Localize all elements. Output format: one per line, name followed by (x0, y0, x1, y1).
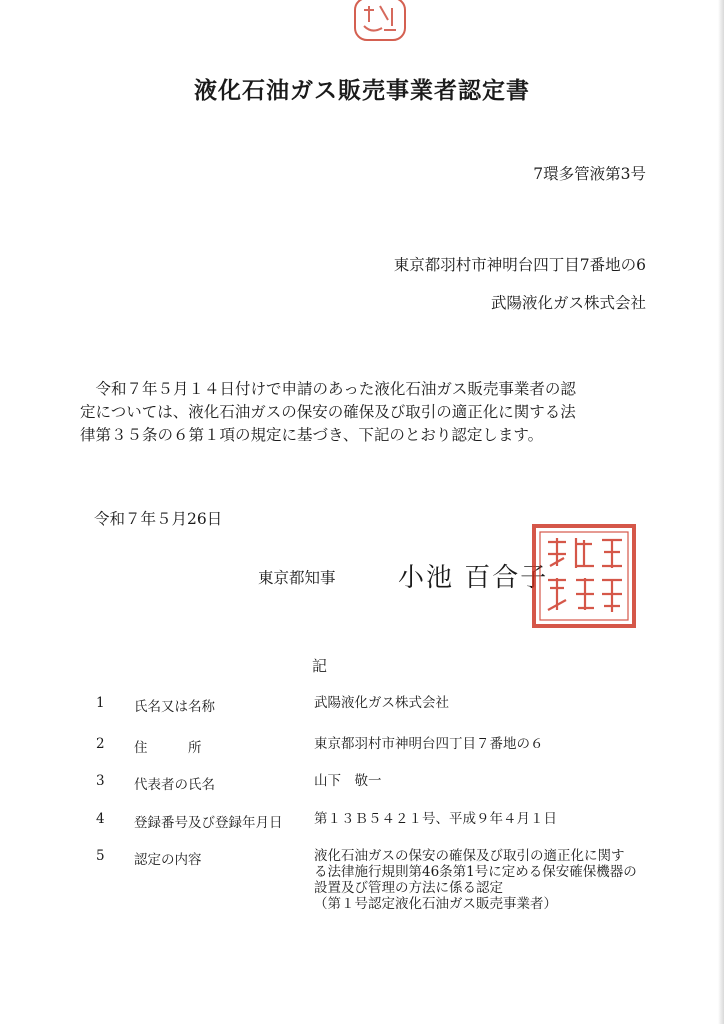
item-label: 氏名又は名称 (134, 699, 215, 715)
item-value-line: 武陽液化ガス株式会社 (314, 695, 449, 711)
body-line: 定については、液化石油ガスの保安の確保及び取引の適正化に関する法 (80, 403, 576, 421)
item-value (314, 811, 644, 827)
issue-date: 令和７年５月26日 (94, 510, 223, 528)
signer-name: 小池 百合子 (398, 563, 549, 593)
item-value (314, 736, 644, 752)
item-value-line: る法律施行規則第46条第1号に定める保安確保機器の (314, 864, 637, 880)
item-value (314, 848, 644, 912)
recipient-company: 武陽液化ガス株式会社 (490, 294, 646, 312)
item-number: 2 (96, 736, 105, 752)
recipient-address: 東京都羽村市神明台四丁目7番地の6 (393, 256, 646, 274)
item-label: 住 所 (134, 740, 202, 756)
item-value-line: （第１号認定液化石油ガス販売事業者） (314, 896, 557, 912)
document-title: 液化石油ガス販売事業者認定書 (194, 77, 530, 104)
body-line: 令和７年５月１４日付けで申請のあった液化石油ガス販売事業者の認 (80, 380, 576, 398)
item-number: 1 (96, 695, 105, 711)
signer-title: 東京都知事 (258, 569, 336, 587)
item-label: 認定の内容 (134, 852, 202, 868)
item-value-line: 東京都羽村市神明台四丁目７番地の６ (314, 736, 544, 752)
document-number: 7環多管液第3号 (533, 165, 646, 183)
item-value-line: 山下 敬一 (314, 773, 382, 789)
item-value-line: 第１３Ｂ５４２１号、平成９年４月１日 (314, 811, 557, 827)
page-edge-shadow (718, 0, 724, 1024)
item-label: 代表者の氏名 (134, 777, 215, 793)
ki-heading: 記 (312, 657, 328, 675)
item-value (314, 773, 644, 789)
item-number: 4 (96, 811, 105, 827)
certification-body (80, 378, 640, 447)
body-line: 律第３５条の６第１項の規定に基づき、下記のとおり認定します。 (80, 426, 544, 444)
item-value (314, 695, 644, 711)
governor-seal-stamp (530, 522, 638, 630)
item-value-line: 液化石油ガスの保安の確保及び取引の適正化に関す (314, 848, 625, 864)
item-number: 3 (96, 773, 105, 789)
top-seal-stamp (352, 0, 408, 44)
item-value-line: 設置及び管理の方法に係る認定 (314, 880, 503, 896)
item-label: 登録番号及び登録年月日 (134, 815, 283, 831)
item-number: 5 (96, 848, 105, 864)
